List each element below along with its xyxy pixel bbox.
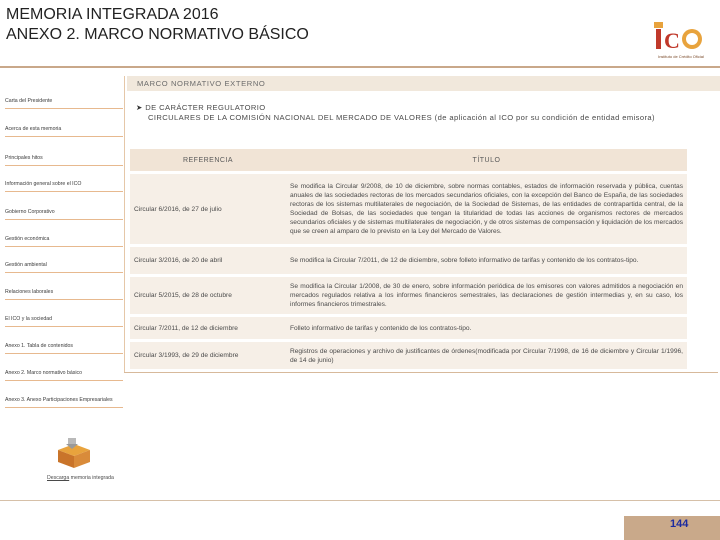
download-link[interactable]	[47, 475, 114, 481]
table-row	[130, 342, 687, 369]
sidebar-item-label: Anexo 1. Tabla de contenidos	[5, 343, 73, 349]
sidebar-item-underline	[5, 136, 123, 137]
sidebar-item-label: El ICO y la sociedad	[5, 316, 52, 322]
sidebar-item-underline	[5, 191, 123, 192]
download-book-icon[interactable]	[54, 436, 94, 470]
sidebar-item-underline	[5, 353, 123, 354]
title-line-1: MEMORIA INTEGRADA 2016	[6, 6, 219, 23]
cell-referencia: Circular 5/2015, de 28 de octubre	[130, 277, 286, 314]
vertical-divider	[124, 76, 125, 372]
sidebar-item-underline	[5, 219, 123, 220]
sidebar-item-underline	[5, 165, 123, 166]
download-link-text: memoria integrada	[69, 475, 114, 481]
intro-subheading: CIRCULARES DE LA COMISIÓN NACIONAL DEL MERCADO DE VALORES (de aplicación al ICO por su condición de entidad emisora)	[148, 113, 655, 122]
sidebar-item-underline	[5, 407, 123, 408]
cell-referencia: Circular 3/1993, de 29 de diciembre	[130, 342, 286, 369]
page-title	[6, 5, 309, 45]
sidebar-item-underline	[5, 380, 123, 381]
cell-titulo: Folleto informativo de tarifas y contenido de los contratos-tipo.	[286, 317, 687, 339]
svg-text:C: C	[664, 28, 680, 52]
page-number-box	[624, 516, 720, 540]
header-divider	[0, 66, 720, 68]
table-row	[130, 247, 687, 274]
cell-referencia: Circular 6/2016, de 27 de julio	[130, 174, 286, 244]
sidebar-item-carta-presidente[interactable]	[5, 98, 123, 105]
sidebar-item-label: Gobierno Corporativo	[5, 209, 55, 215]
sidebar-item-informacion-general[interactable]	[5, 181, 123, 188]
cell-referencia: Circular 7/2011, de 12 de diciembre	[130, 317, 286, 339]
sidebar-item-label: Gestión económica	[5, 236, 50, 242]
download-link-prefix: Descarga	[47, 475, 70, 481]
regulations-table	[130, 146, 687, 372]
sidebar-item-gobierno-corporativo[interactable]	[5, 209, 123, 216]
sidebar-item-label: Acerca de esta memoria	[5, 126, 62, 132]
sidebar-item-gestion-ambiental[interactable]	[5, 262, 123, 269]
table-row	[130, 277, 687, 314]
cell-titulo: Registros de operaciones y archivo de justificantes de órdenes(modificada por Circular 7/1998, de 16 de diciembre y Circular 1/1996, de 14 de junio)	[286, 342, 687, 369]
ico-logo-mark	[654, 22, 706, 52]
section-bar-label: MARCO NORMATIVO EXTERNO	[137, 79, 266, 88]
sidebar-item-label: Anexo 3. Anexo Participaciones Empresariales	[5, 397, 113, 403]
cell-titulo: Se modifica la Circular 1/2008, de 30 de enero, sobre información periódica de los emisores con valores admitidos a negociación en mercados regulados relativa a los informes financieros semestrales, las declaraciones de gestión intermedias y, en su caso, los informes financieros trimestrales.	[286, 277, 687, 314]
table-header-row	[130, 149, 687, 171]
sidebar-item-principales-hitos[interactable]	[5, 155, 123, 162]
sidebar-item-label: Principales hitos	[5, 155, 43, 161]
table-row	[130, 317, 687, 339]
sidebar-item-label: Información general sobre el ICO	[5, 181, 82, 187]
sidebar-item-relaciones-laborales[interactable]	[5, 289, 123, 296]
sidebar-item-underline	[5, 246, 123, 247]
sidebar-item-underline	[5, 108, 123, 109]
table-row	[130, 174, 687, 244]
sidebar-item-anexo-3[interactable]	[5, 397, 123, 404]
sidebar-item-ico-sociedad[interactable]	[5, 316, 123, 323]
sidebar-item-gestion-economica[interactable]	[5, 236, 123, 243]
cell-titulo: Se modifica la Circular 9/2008, de 10 de diciembre, sobre normas contables, estados de información reservada y pública, cuentas anuales de las sociedades rectoras de los mercados secundarios oficiales, con la excepción del Banco de España, de las sociedades rectoras de los sistemas multilaterales de negociación, de la Sociedad de Sistemas, de las entidades de contrapartida central, de la Sociedad de Bolsas, de las sociedades que tengan la titularidad de todas las acciones de organismos rectores de mercados secundarios oficiales y de sistemas multilaterales de negociación, y de otros sistemas de compensación y liquidación de los mercados que se creen al amparo de lo previsto en la Ley del Mercado de Valores.	[286, 174, 687, 244]
cell-referencia: Circular 3/2016, de 20 de abril	[130, 247, 286, 274]
title-line-2: ANEXO 2. MARCO NORMATIVO BÁSICO	[6, 26, 309, 43]
column-header-titulo: TÍTULO	[286, 149, 687, 171]
footer-rule	[0, 500, 720, 501]
sidebar-item-anexo-1[interactable]	[5, 343, 123, 350]
sidebar-item-underline	[5, 272, 123, 273]
sidebar-item-label: Relaciones laborales	[5, 289, 54, 295]
cell-titulo: Se modifica la Circular 7/2011, de 12 de diciembre, sobre folleto informativo de tarifas y contenido de los contratos-tipo.	[286, 247, 687, 274]
sidebar-item-anexo-2[interactable]	[5, 370, 123, 377]
page-number: 144	[670, 518, 689, 530]
intro-heading: DE CARÁCTER REGULATORIO	[145, 103, 266, 112]
sidebar-item-underline	[5, 299, 123, 300]
section-bar	[127, 76, 720, 91]
sidebar-item-label: Carta del Presidente	[5, 98, 53, 104]
ico-logo	[650, 22, 712, 66]
sidebar-item-label: Gestión ambiental	[5, 262, 47, 268]
arrow-bullet-icon: ➤	[136, 103, 143, 112]
intro-text	[136, 103, 714, 123]
column-header-referencia: REFERENCIA	[130, 149, 286, 171]
sidebar-item-underline	[5, 326, 123, 327]
content-bottom-rule	[124, 372, 718, 373]
sidebar-item-label: Anexo 2. Marco normativo básico	[5, 370, 82, 376]
logo-tagline: Instituto de Crédito Oficial	[658, 54, 704, 59]
sidebar-item-acerca-memoria[interactable]	[5, 126, 123, 133]
